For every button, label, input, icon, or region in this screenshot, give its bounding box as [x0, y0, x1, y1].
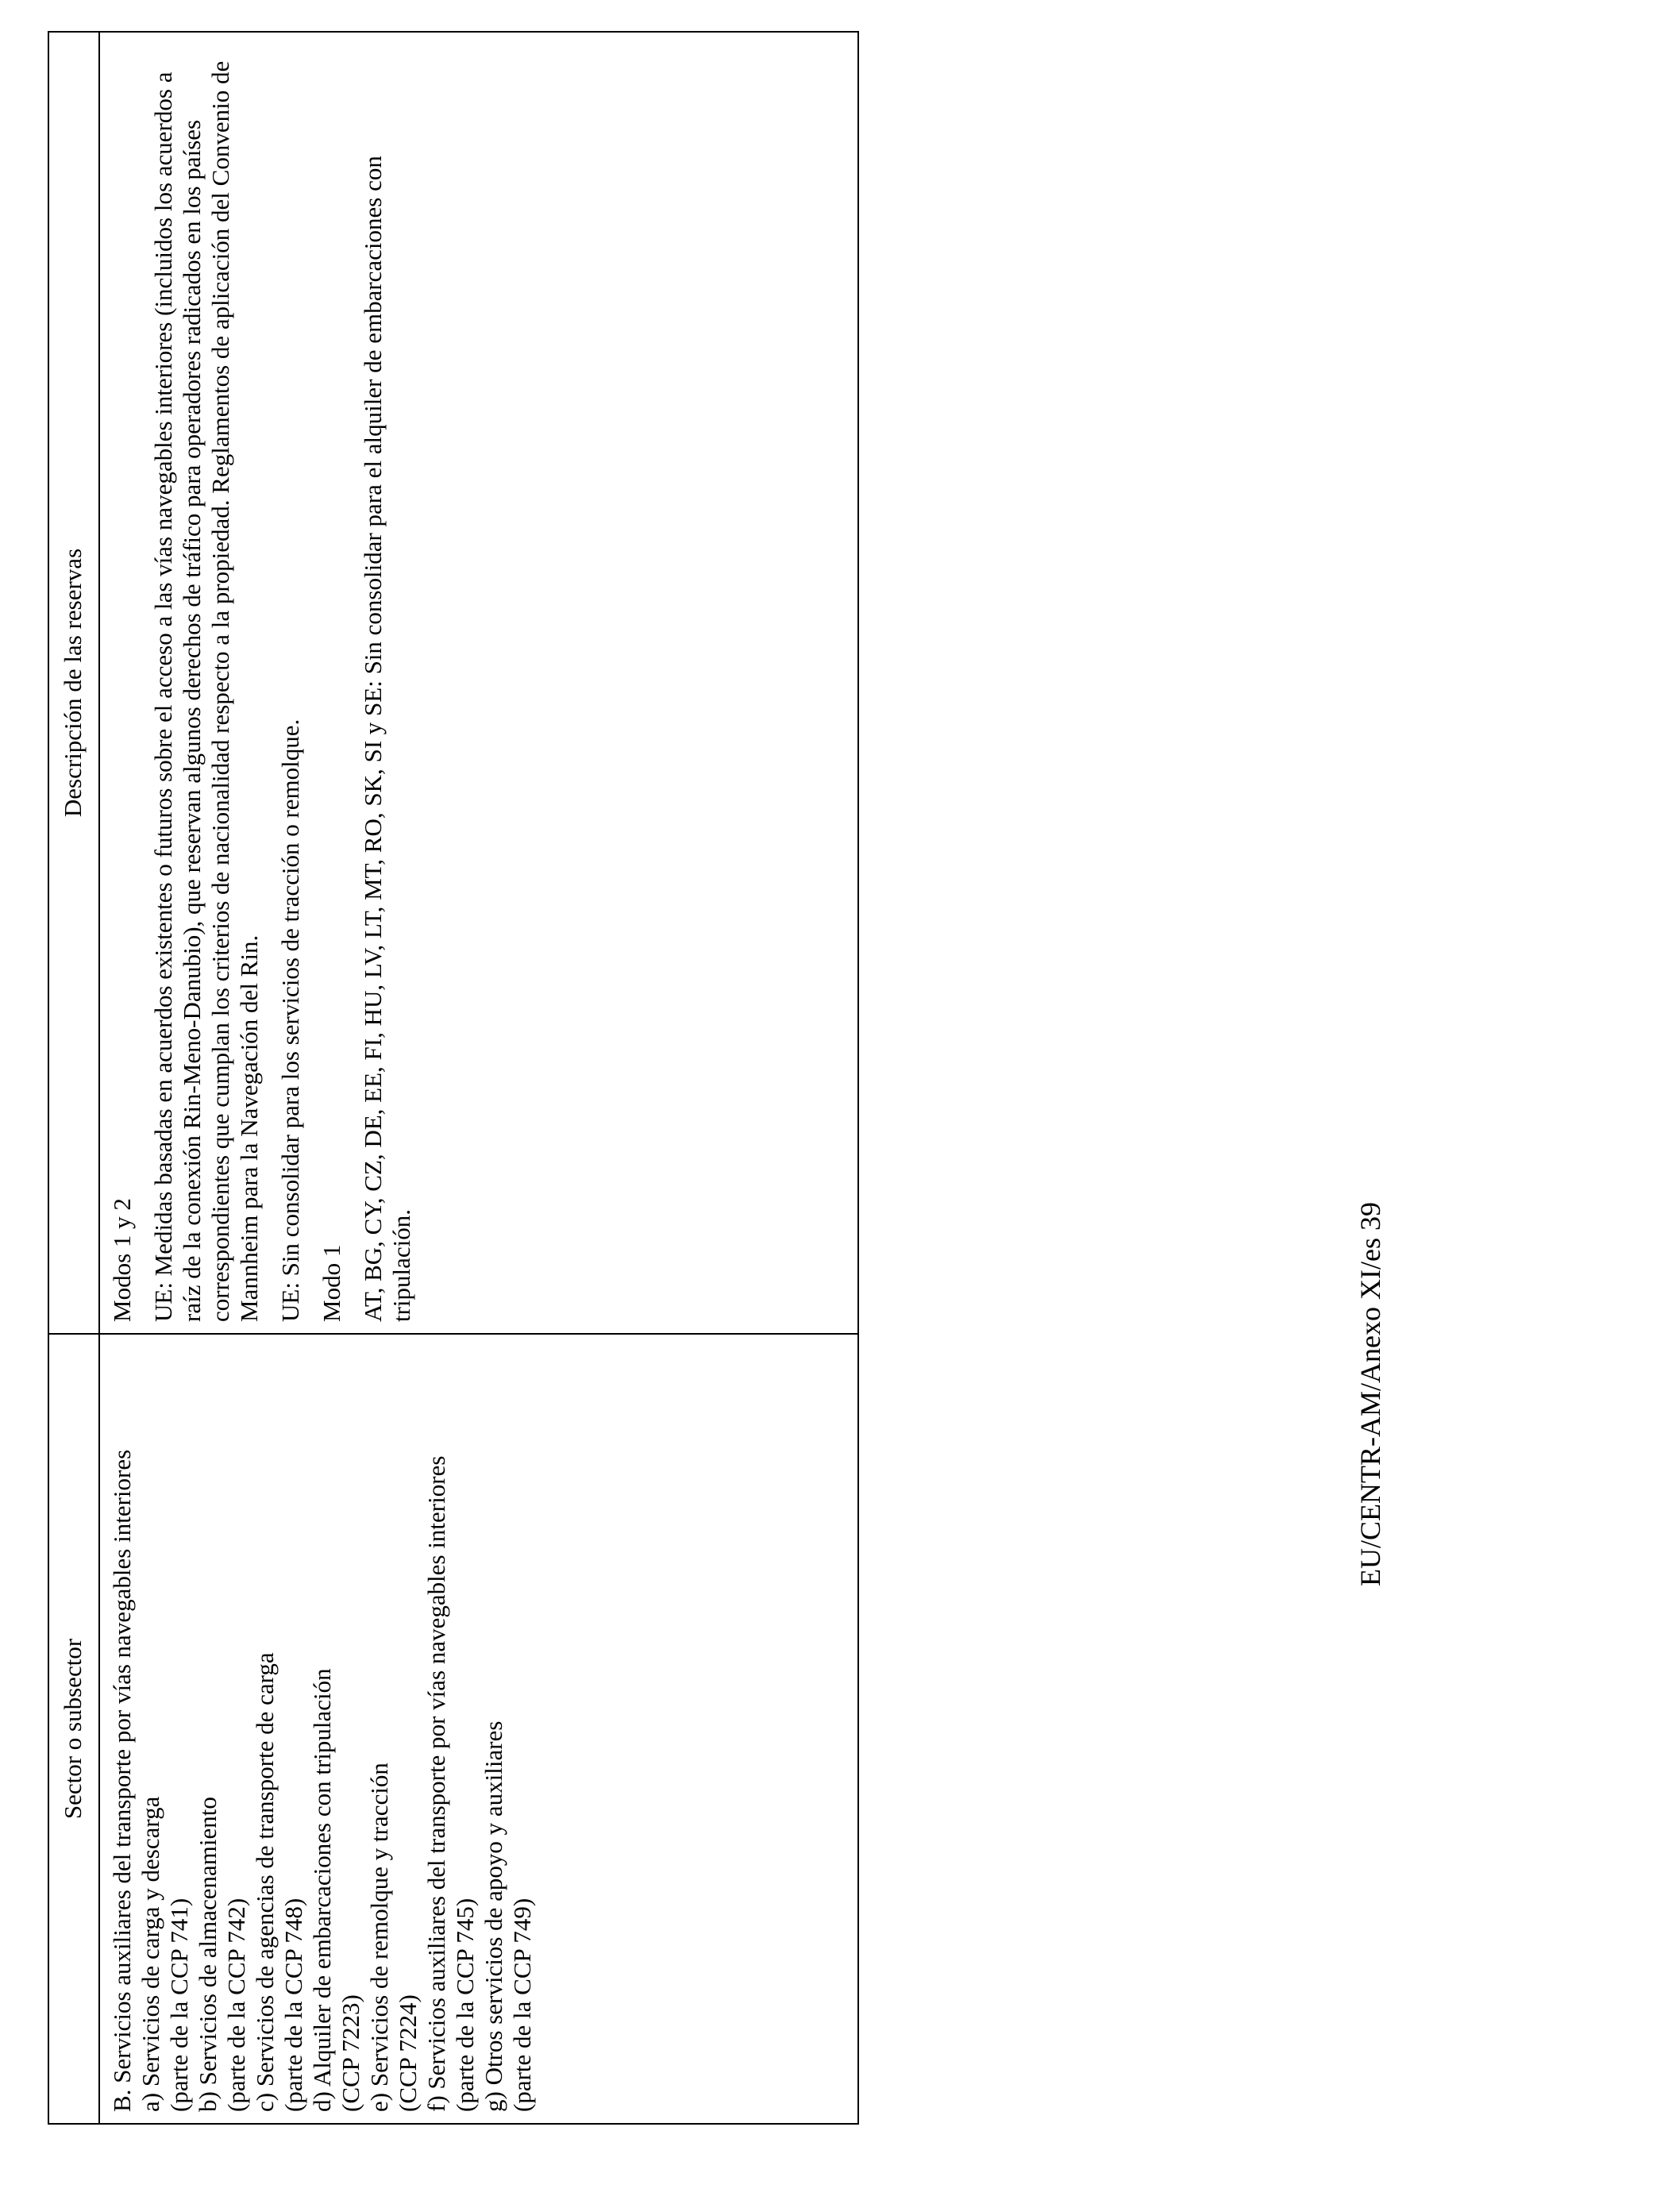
sector-line: d) Alquiler de embarcaciones con tripulación	[308, 1668, 336, 2112]
sector-line: a) Servicios de carga y descarga	[137, 1796, 164, 2112]
sector-line: e) Servicios de remolque y tracción	[365, 1763, 393, 2112]
sector-line: (parte de la CCP 748)	[279, 1898, 307, 2112]
description-cell	[99, 32, 858, 1334]
sector-line: (parte de la CCP 745)	[451, 1898, 479, 2112]
reservation-paragraph: UE: Sin consolidar para los servicios de tracción o remolque.	[276, 719, 304, 1322]
reservations-table	[48, 31, 859, 2125]
table-row	[99, 32, 858, 2124]
sector-line: g) Otros servicios de apoyo y auxiliares	[480, 1720, 507, 2112]
sector-line: (CCP 7223)	[337, 1994, 364, 2112]
sector-line: b) Servicios de almacenamiento	[194, 1797, 222, 2112]
table-header-row	[48, 32, 99, 2124]
mode-heading: Modos 1 y 2	[108, 1198, 136, 1322]
reservation-paragraph: AT, BG, CY, CZ, DE, EE, FI, HU, LV, LT, MT, RO, SK, SI y SE: Sin consolidar para el alquiler de embarcaciones con tripulación.	[359, 156, 415, 1322]
reservation-paragraph: UE: Medidas basadas en acuerdos existentes o futuros sobre el acceso a las vías navegables interiores (incluidos los acuerdos a raíz de la conexión Rin-Meno-Danubio), que reservan algunos derechos de tráfico para operadores radicados en los países correspondientes que cumplan los criterios de nacionalidad respecto a la propiedad. Reglamentos de aplicación del Convenio de Mannheim para la Navegación del Rin.	[149, 60, 263, 1322]
mode-heading: Modo 1	[318, 1244, 345, 1322]
sector-cell	[99, 1334, 858, 2124]
sector-line: (parte de la CCP 749)	[508, 1898, 536, 2112]
sector-line: (parte de la CCP 741)	[165, 1898, 193, 2112]
page-footer: EU/CENTR-AM/Anexo XI/es 39	[1354, 1202, 1386, 1586]
sector-line: (CCP 7224)	[394, 1994, 422, 2112]
sector-line: c) Servicios de agencias de transporte de carga	[251, 1652, 279, 2112]
sector-line: f) Servicios auxiliares del transporte por vías navegables interiores	[422, 1455, 450, 2112]
header-sector: Sector o subsector	[48, 1334, 99, 2124]
sector-line: (parte de la CCP 742)	[222, 1898, 250, 2112]
sector-line: B. Servicios auxiliares del transporte por vías navegables interiores	[108, 1449, 136, 2112]
header-description: Descripción de las reservas	[48, 32, 99, 1334]
